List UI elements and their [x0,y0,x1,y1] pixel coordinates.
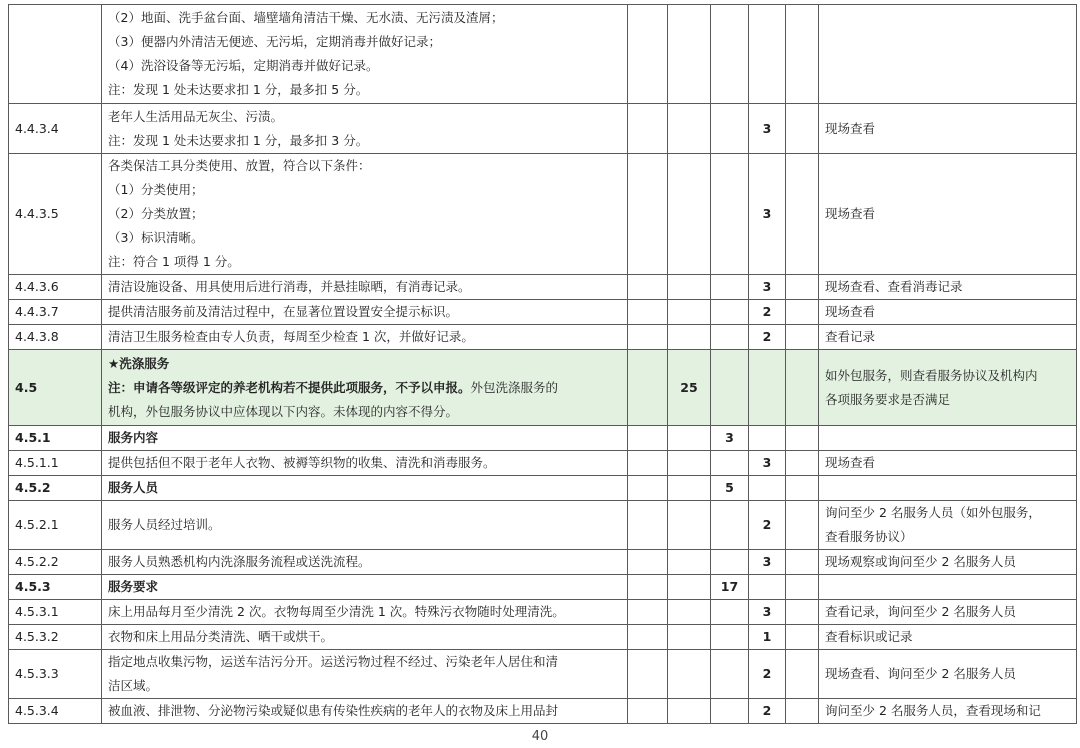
content-cell [102,575,628,600]
content-cell [102,600,628,625]
table-row [9,600,1077,625]
table-row [9,699,1077,724]
blank-score-cell [786,501,819,550]
blank-score-cell [786,650,819,699]
table-row [9,451,1077,476]
section-note-line: 机构，外包服务协议中应体现以下内容。未体现的内容不得分。 [108,403,459,419]
method-cell [819,350,1077,426]
content-line: （2）分类放置； [108,206,204,221]
content-cell [102,300,628,325]
content-line: （3）便器内外清洁无便迹、无污垢，定期消毒并做好记录； [108,34,441,49]
content-line: 衣物和床上用品分类清洗、晒干或烘干。 [108,629,334,644]
table-row [9,104,1077,154]
assessment-table [8,4,1077,724]
content-line: 注：发现 1 处未达要求扣 1 分，最多扣 3 分。 [108,132,369,148]
method-cell [819,575,1077,600]
table-row [9,650,1077,699]
content-line: 注：发现 1 处未达要求扣 1 分，最多扣 5 分。 [108,82,369,97]
item-number-cell: 4.5 [9,350,102,426]
score-cell-n2 [711,625,749,650]
blank-score-cell [628,575,668,600]
method-line: 查看标识或记录 [825,629,913,644]
method-line: 查看服务协议） [825,529,913,544]
content-line: 服务人员经过培训。 [108,517,221,532]
score-cell-n3: 2 [749,699,786,724]
table-row [9,625,1077,650]
item-number-cell: 4.5.3.2 [9,625,102,650]
section-title: ★洗涤服务 [108,355,170,371]
content-cell [102,550,628,575]
score-cell-n3: 3 [749,451,786,476]
score-cell-n2 [711,350,749,426]
blank-score-cell [628,699,668,724]
method-cell [819,550,1077,575]
method-cell [819,104,1077,154]
content-line: （1）分类使用； [108,182,204,197]
method-cell [819,275,1077,300]
item-number-cell: 4.5.2 [9,476,102,501]
method-cell [819,600,1077,625]
score-cell-n3 [749,5,786,104]
table-row [9,575,1077,600]
score-cell-n2: 5 [711,476,749,501]
table-row [9,350,1077,426]
blank-score-cell [628,476,668,501]
content-line: 被血液、排泄物、分泌物污染或疑似患有传染性疾病的老年人的衣物及床上用品封 [108,703,559,718]
item-number-cell: 4.5.2.1 [9,501,102,550]
table-row [9,275,1077,300]
item-number-cell: 4.5.2.2 [9,550,102,575]
blank-score-cell [628,426,668,451]
score-cell-n1 [668,625,711,650]
content-line: 服务人员熟悉机构内洗涤服务流程或送洗流程。 [108,554,371,569]
blank-score-cell [786,575,819,600]
content-line: （2）地面、洗手盆台面、墙壁墙角清洁干燥、无水渍、无污渍及渣屑； [108,10,504,25]
item-number-cell: 4.4.3.8 [9,325,102,350]
method-line: 各项服务要求是否满足 [825,391,951,407]
score-cell-n3 [749,575,786,600]
content-cell [102,154,628,275]
blank-score-cell [786,275,819,300]
blank-score-cell [786,600,819,625]
blank-score-cell [628,275,668,300]
item-number-cell [9,5,102,104]
section-note-line [108,376,621,400]
content-line: 老年人生活用品无灰尘、污渍。 [108,108,284,124]
content-line: （4）洗浴设备等无污垢，定期消毒并做好记录。 [108,58,379,73]
score-cell-n1 [668,325,711,350]
score-cell-n1 [668,104,711,154]
table-row [9,501,1077,550]
blank-score-cell [628,104,668,154]
blank-score-cell [628,350,668,426]
content-line: 服务内容 [108,430,159,445]
score-cell-n3: 2 [749,650,786,699]
score-cell-n1 [668,5,711,104]
content-cell [102,5,628,104]
score-cell-n2 [711,300,749,325]
content-line: 各类保洁工具分类使用、放置，符合以下条件： [108,158,371,173]
method-line: 如外包服务，则查看服务协议及机构内 [825,367,1038,383]
table-row [9,476,1077,501]
method-cell [819,501,1077,550]
content-line: 洁区域。 [108,678,159,693]
score-cell-n2: 3 [711,426,749,451]
item-number-cell: 4.5.3 [9,575,102,600]
blank-score-cell [628,325,668,350]
score-cell-n3: 3 [749,275,786,300]
score-cell-n2 [711,5,749,104]
table-row [9,154,1077,275]
method-cell [819,5,1077,104]
method-cell [819,300,1077,325]
table-row [9,325,1077,350]
content-cell [102,625,628,650]
blank-score-cell [786,625,819,650]
content-line: 指定地点收集污物，运送车洁污分开。运送污物过程不经过、污染老年人居住和清 [108,654,559,669]
blank-score-cell [786,550,819,575]
blank-score-cell [628,550,668,575]
method-line: 询问至少 2 名服务人员（如外包服务， [825,505,1041,520]
method-line: 现场观察或询问至少 2 名服务人员 [825,554,1016,569]
method-line: 现场查看 [825,304,876,319]
score-cell-n3: 2 [749,501,786,550]
score-cell-n1 [668,501,711,550]
score-cell-n3 [749,476,786,501]
method-cell [819,325,1077,350]
score-cell-n2 [711,699,749,724]
score-cell-n1 [668,154,711,275]
item-number-cell: 4.4.3.4 [9,104,102,154]
content-line: 提供清洁服务前及清洁过程中，在显著位置设置安全提示标识。 [108,304,459,319]
blank-score-cell [786,325,819,350]
method-line: 询问至少 2 名服务人员，查看现场和记 [825,703,1041,718]
content-line: 床上用品每月至少清洗 2 次。衣物每周至少清洗 1 次。特殊污衣物随时处理清洗。 [108,604,565,619]
section-note-bold: 注：申请各等级评定的养老机构若不提供此项服务，不予以申报。 [108,379,471,395]
blank-score-cell [628,501,668,550]
item-number-cell: 4.4.3.7 [9,300,102,325]
blank-score-cell [628,154,668,275]
item-number-cell: 4.5.3.3 [9,650,102,699]
content-cell [102,104,628,154]
score-cell-n3: 3 [749,600,786,625]
score-cell-n1 [668,275,711,300]
content-line: 服务要求 [108,579,159,594]
content-line: 提供包括但不限于老年人衣物、被褥等织物的收集、清洗和消毒服务。 [108,455,496,470]
score-cell-n2 [711,451,749,476]
score-cell-n2 [711,104,749,154]
item-number-cell: 4.5.3.4 [9,699,102,724]
method-line: 现场查看、询问至少 2 名服务人员 [825,666,1016,681]
table-row [9,300,1077,325]
item-number-cell: 4.5.1 [9,426,102,451]
item-number-cell: 4.5.3.1 [9,600,102,625]
method-line: 现场查看、查看消毒记录 [825,279,963,294]
table-row [9,426,1077,451]
score-cell-n1 [668,476,711,501]
method-cell [819,451,1077,476]
score-cell-n2 [711,325,749,350]
content-cell [102,501,628,550]
blank-score-cell [628,600,668,625]
method-cell [819,699,1077,724]
score-cell-n2 [711,501,749,550]
method-line: 查看记录 [825,329,876,344]
table-row [9,550,1077,575]
blank-score-cell [628,451,668,476]
item-number-cell: 4.5.1.1 [9,451,102,476]
content-line: 清洁设施设备、用具使用后进行消毒，并悬挂晾晒，有消毒记录。 [108,279,471,294]
score-cell-n3: 3 [749,550,786,575]
score-cell-n1: 25 [668,350,711,426]
score-cell-n3: 3 [749,104,786,154]
content-line: 服务人员 [108,480,159,495]
blank-score-cell [628,300,668,325]
score-cell-n1 [668,550,711,575]
method-line: 查看记录，询问至少 2 名服务人员 [825,604,1016,619]
table-row [9,5,1077,104]
blank-score-cell [628,5,668,104]
method-cell [819,625,1077,650]
blank-score-cell [786,350,819,426]
method-line: 现场查看 [825,455,876,470]
blank-score-cell [786,699,819,724]
score-cell-n2 [711,275,749,300]
score-cell-n2 [711,154,749,275]
score-cell-n2 [711,650,749,699]
score-cell-n1 [668,451,711,476]
item-number-cell: 4.4.3.5 [9,154,102,275]
score-cell-n1 [668,300,711,325]
blank-score-cell [786,104,819,154]
content-cell [102,699,628,724]
score-cell-n3 [749,426,786,451]
blank-score-cell [628,625,668,650]
method-line: 现场查看 [825,120,876,136]
content-cell [102,325,628,350]
score-cell-n1 [668,426,711,451]
blank-score-cell [786,426,819,451]
content-cell [102,650,628,699]
score-cell-n1 [668,600,711,625]
score-cell-n1 [668,650,711,699]
blank-score-cell [786,300,819,325]
method-line: 现场查看 [825,206,876,221]
score-cell-n2 [711,600,749,625]
page-number: 40 [531,729,549,744]
content-line: 清洁卫生服务检查由专人负责，每周至少检查 1 次，并做好记录。 [108,329,474,344]
content-cell [102,426,628,451]
score-cell-n3: 1 [749,625,786,650]
content-cell [102,350,628,426]
method-cell [819,650,1077,699]
content-line: （3）标识清晰。 [108,230,204,245]
method-cell [819,476,1077,501]
content-line: 注：符合 1 项得 1 分。 [108,254,240,269]
score-cell-n1 [668,699,711,724]
score-cell-n1 [668,575,711,600]
section-note-normal: 外包洗涤服务的 [470,379,559,395]
item-number-cell: 4.4.3.6 [9,275,102,300]
blank-score-cell [786,154,819,275]
blank-score-cell [786,5,819,104]
blank-score-cell [628,650,668,699]
score-cell-n3: 2 [749,300,786,325]
content-cell [102,451,628,476]
blank-score-cell [786,476,819,501]
method-cell [819,154,1077,275]
score-cell-n2 [711,550,749,575]
method-cell [819,426,1077,451]
content-cell [102,476,628,501]
score-cell-n3 [749,350,786,426]
content-cell [102,275,628,300]
score-cell-n2: 17 [711,575,749,600]
blank-score-cell [786,451,819,476]
score-cell-n3: 2 [749,325,786,350]
score-cell-n3: 3 [749,154,786,275]
